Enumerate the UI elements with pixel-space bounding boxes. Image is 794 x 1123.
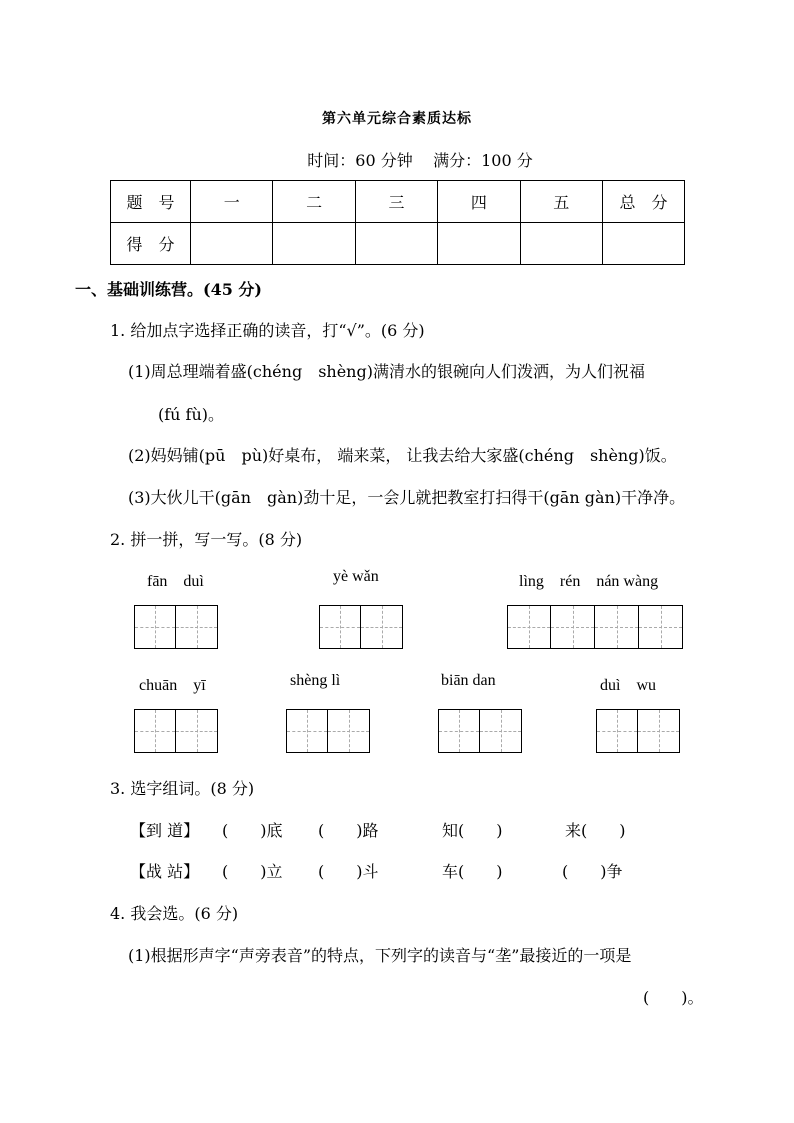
pinyin-label: fān duì — [147, 573, 204, 590]
question-3-stem: 3. 选字组词。(8 分) — [110, 779, 255, 798]
exam-info — [0, 148, 794, 171]
answer-blank[interactable]: ( )。 — [643, 988, 704, 1007]
writing-grid[interactable] — [319, 605, 403, 649]
score-cell[interactable] — [603, 223, 685, 265]
writing-grid[interactable] — [507, 605, 683, 649]
question-1-item-2: (2)妈妈铺(pū pù)好桌布， 端来菜， 让我去给大家盛(chéng shèng)饭。 — [128, 446, 677, 465]
char-choice-label: 【战 站】 — [130, 862, 200, 881]
word-blank[interactable]: ( )底 — [222, 821, 283, 840]
question-1-item-1: (1)周总理端着盛(chéng shèng)满清水的银碗向人们泼洒，为人们祝福 — [128, 362, 645, 381]
score-table-header: 三 — [355, 181, 437, 223]
writing-grid[interactable] — [134, 605, 218, 649]
word-blank[interactable]: ( )立 — [222, 862, 283, 881]
score-table-score-row — [111, 223, 685, 265]
score-row-label: 得 分 — [111, 223, 191, 265]
word-blank[interactable]: 车( ) — [442, 862, 503, 881]
writing-grid[interactable] — [596, 709, 680, 753]
score-table-header: 一 — [191, 181, 273, 223]
score-table-header: 总 分 — [603, 181, 685, 223]
pinyin-label: chuān yī — [139, 677, 206, 694]
score-cell[interactable] — [438, 223, 520, 265]
pinyin-label: lìng rén nán wàng — [519, 573, 659, 590]
score-table-header-row — [111, 181, 685, 223]
question-1-item-1-cont: (fú fù)。 — [158, 405, 225, 424]
pinyin-label: biān dan — [441, 672, 496, 689]
pinyin-label: shèng lì — [290, 672, 341, 689]
writing-grid[interactable] — [134, 709, 218, 753]
word-blank[interactable]: ( )争 — [562, 862, 623, 881]
score-cell[interactable] — [520, 223, 602, 265]
score-cell[interactable] — [355, 223, 437, 265]
score-table-header: 五 — [520, 181, 602, 223]
word-blank[interactable]: 知( ) — [442, 821, 503, 840]
question-4-stem: 4. 我会选。(6 分) — [110, 904, 239, 923]
time-limit: 时间：60 分钟 — [307, 151, 413, 170]
score-table-header: 二 — [273, 181, 355, 223]
question-1-item-3: (3)大伙儿干(gān gàn)劲十足，一会儿就把教室打扫得干(gān gàn)干净净。 — [128, 488, 686, 507]
score-cell[interactable] — [273, 223, 355, 265]
section-heading: 一、基础训练营。(45 分) — [75, 280, 262, 299]
pinyin-label: duì wu — [600, 677, 657, 694]
question-1-stem: 1. 给加点字选择正确的读音，打“√”。(6 分) — [110, 321, 425, 340]
full-score: 满分：100 分 — [433, 151, 533, 170]
writing-grid[interactable] — [286, 709, 370, 753]
question-2-stem: 2. 拼一拼，写一写。(8 分) — [110, 530, 303, 549]
writing-grid[interactable] — [438, 709, 522, 753]
word-blank[interactable]: 来( ) — [565, 821, 626, 840]
word-blank[interactable]: ( )路 — [318, 821, 379, 840]
char-choice-label: 【到 道】 — [130, 821, 200, 840]
score-table-header: 四 — [438, 181, 520, 223]
score-cell[interactable] — [191, 223, 273, 265]
page-title: 第六单元综合素质达标 — [322, 111, 472, 127]
score-table-header: 题 号 — [111, 181, 191, 223]
word-blank[interactable]: ( )斗 — [318, 862, 379, 881]
pinyin-label: yè wǎn — [333, 568, 379, 585]
score-table — [110, 180, 685, 265]
question-4-item-1: (1)根据形声字“声旁表音”的特点，下列字的读音与“垄”最接近的一项是 — [128, 946, 632, 965]
